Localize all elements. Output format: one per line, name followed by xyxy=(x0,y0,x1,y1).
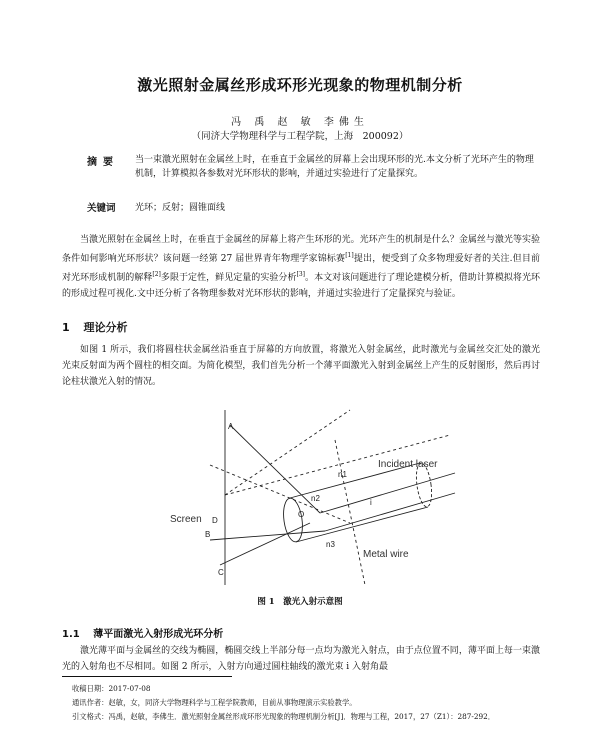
incident-beam-top xyxy=(320,473,455,513)
abstract-text: 当一束激光照射在金属丝上时，在垂直于金属丝的屏幕上会出现环形的光.本文分析了光环产生的物理机制，计算模拟各参数对光环形状的影响，并通过实验进行了定量探究。 xyxy=(135,155,534,179)
keywords-text: 光环；反射；圆锥面线 xyxy=(135,203,226,213)
label-C: C xyxy=(218,568,224,577)
label-D: D xyxy=(212,516,218,525)
intro-text-2: 提出，便受到了众多物理爱好者的关注.但目前对光环形成机制的解释 xyxy=(62,254,540,283)
label-metal-wire: Metal wire xyxy=(363,549,409,560)
label-n1: n1 xyxy=(338,470,347,479)
subsection-number: 1.1 xyxy=(62,629,80,640)
label-i: i xyxy=(370,498,372,507)
keywords-label: 关键词 xyxy=(87,203,116,214)
subsection-title: 薄平面激光入射形成光环分析 xyxy=(93,629,224,640)
wire-near-end xyxy=(281,497,305,543)
ref-2[interactable]: [2] xyxy=(152,271,161,278)
label-O: O xyxy=(298,510,305,519)
intro-text-3: 多限于定性，鲜见定量的实验分析 xyxy=(160,273,297,283)
subsection-heading xyxy=(62,625,223,640)
section-1-text: 如图 1 所示，我们将圆柱状金属丝沿垂直于屏幕的方向放置，将激光入射金属丝，此时激光与金属丝交汇处的激光光束反射面为两个圆柱的相交面。为简化模型，我们首先分析一个薄平面激光入射到金属丝上产生的反射图形，然后再讨论柱状激光入射的情况。 xyxy=(62,345,540,387)
label-B: B xyxy=(205,530,211,539)
figure-1-diagram xyxy=(150,405,460,590)
normal-line-n1 xyxy=(335,440,365,585)
label-n3: n3 xyxy=(326,540,335,549)
intro-text-1: 当激光照射在金属丝上时，在垂直于金属丝的屏幕上将产生环形的光。光环产生的机制是什么？金属丝与激光等实验条件如何影响光环形状？该问题一经第 27 届世界青年物理学家锦标赛 xyxy=(62,235,540,264)
section-1-title: 理论分析 xyxy=(83,321,128,334)
footnote-received: 收稿日期：2017-07-08 xyxy=(72,684,151,693)
authors: 冯 禹 赵 敏 李佛生 xyxy=(231,117,369,128)
ref-3[interactable]: [3] xyxy=(296,271,305,278)
abstract-label: 摘要 xyxy=(87,157,119,168)
reflected-beam-C xyxy=(220,523,310,565)
label-A: A xyxy=(228,422,234,431)
footnote-citation: 引文格式：冯禹，赵敏，李佛生．激光照射金属丝形成环形光现象的物理机制分析[J]．物理与工程，2017，27（Z1）：287-292． xyxy=(72,712,496,721)
paper-title: 激光照射金属丝形成环形光现象的物理机制分析 xyxy=(137,76,463,94)
label-incident-laser: Incident laser xyxy=(378,459,438,470)
affiliation: （同济大学物理科学与工程学院，上海 200092） xyxy=(191,131,409,142)
footnote-author-info: 通讯作者：赵敏，女，同济大学物理科学与工程学院教师，目前从事物理演示实验教学。 xyxy=(72,698,357,707)
label-n2: n2 xyxy=(311,494,320,503)
subsection-text: 激光薄平面与金属丝的交线为椭圆，椭圆交线上半部分每一点均为激光入射点，由于点位置不同，薄平面上每一束激光的入射角也不尽相同。如图 2 所示，入射方向通过圆柱轴线的激光束 i 入射角最 xyxy=(62,646,540,672)
wire-bottom-edge xyxy=(296,507,428,542)
intro-text-4: 。本文对该问题进行了理论建模分析，借助计算模拟将光环的形成过程可视化.文中还分析了各物理参数对光环形状的影响，并通过实验进行了定量探究与验证。 xyxy=(62,273,540,299)
incident-beam-bottom xyxy=(325,493,455,531)
reflected-beam-A xyxy=(230,425,320,513)
section-1-heading xyxy=(62,319,128,335)
intro-paragraph xyxy=(62,232,540,302)
figure-1-caption: 图 1 激光入射示意图 xyxy=(257,597,343,607)
section-1-number: 1 xyxy=(62,321,70,334)
footnote-rule xyxy=(62,676,232,677)
ref-1[interactable]: [1] xyxy=(345,252,354,259)
construction-line-1 xyxy=(225,410,350,495)
label-screen: Screen xyxy=(170,514,202,525)
